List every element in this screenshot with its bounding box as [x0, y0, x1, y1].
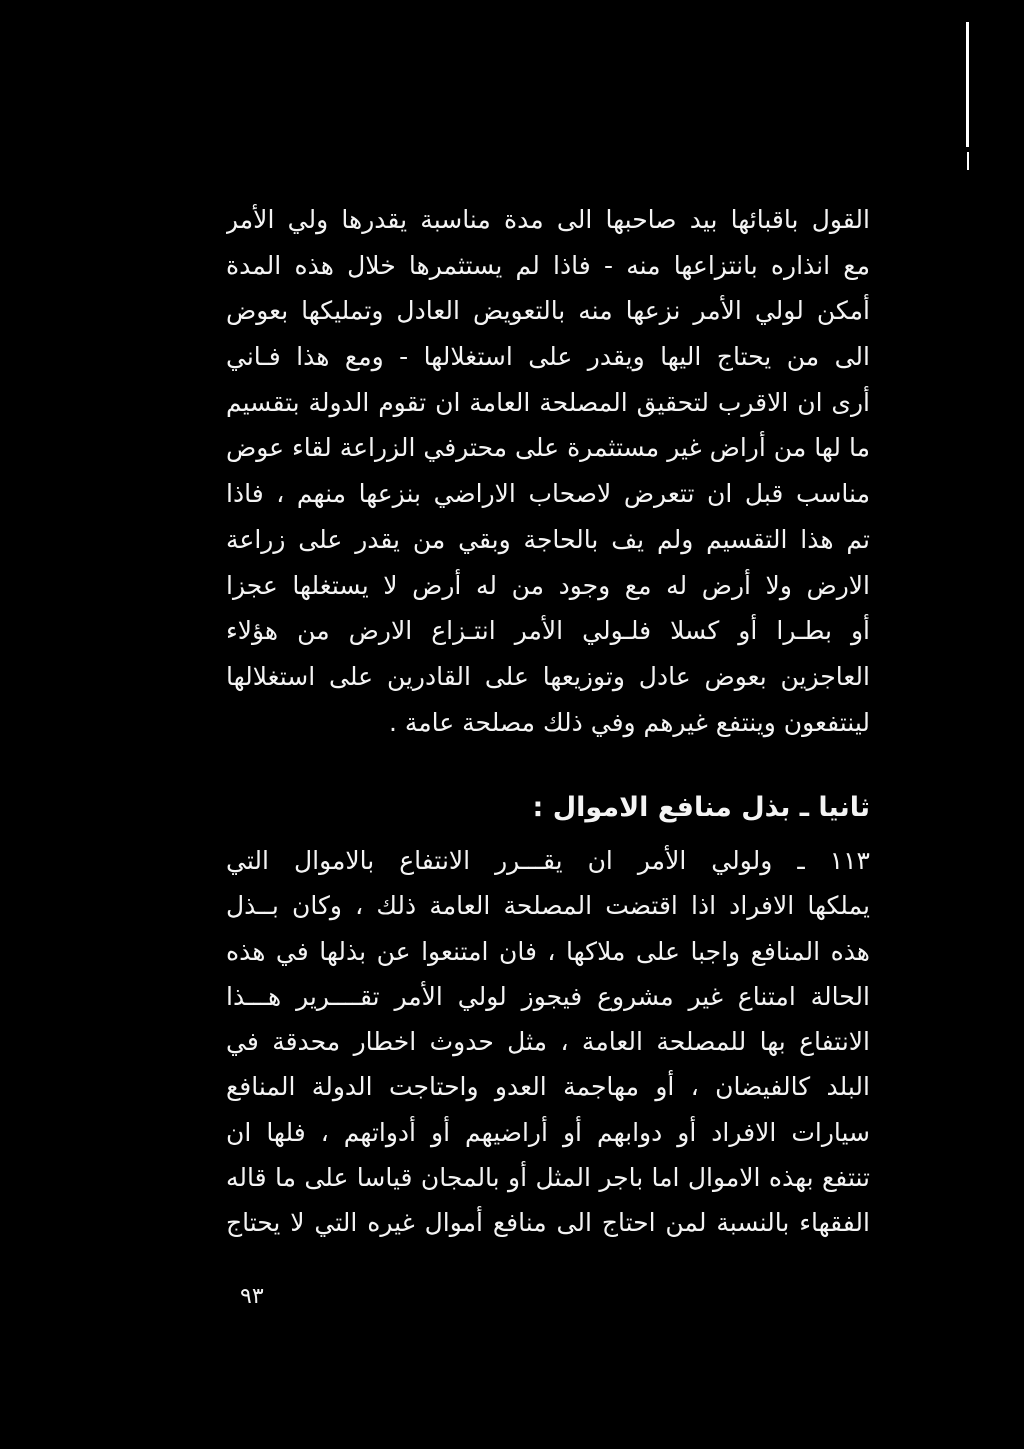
- text-line: ما لها من أراض غير مستثمرة على محترفي الزراعة لقاء عوض: [226, 433, 870, 463]
- text-line: مع انذاره بانتزاعها منه - فاذا لم يستثمرها خلال هذه المدة: [226, 250, 870, 280]
- text-line: أمكن لولي الأمر نزعها منه بالتعويض العادل وتمليكها بعوض: [226, 296, 870, 326]
- text-line: أرى ان الاقرب لتحقيق المصلحة العامة ان تقوم الدولة بتقسيم: [226, 387, 870, 417]
- scan-edge-mark: [967, 152, 969, 170]
- text-line: البلد كالفيضان ، أو مهاجمة العدو واحتاجت الدولة المنافع: [226, 1072, 870, 1102]
- paragraph-1: [226, 197, 870, 745]
- text-line: يملكها الافراد اذا اقتضت المصلحة العامة ذلك ، وكان بــذل: [226, 891, 870, 921]
- text-line: الى من يحتاج اليها ويقدر على استغلالها - ومع هذا فـاني: [226, 342, 870, 372]
- text-line: الفقهاء بالنسبة لمن احتاج الى منافع أموال غيره التي لا يحتاج: [226, 1208, 870, 1238]
- text-line: تم هذا التقسيم ولم يف بالحاجة وبقي من يقدر على زراعة: [226, 524, 870, 554]
- text-line: الحالة امتناع غير مشروع فيجوز لولي الأمر تقــــرير هـــذا: [226, 981, 870, 1011]
- text-line: أو بطـرا أو كسلا فلـولي الأمر انتـزاع الارض من هؤلاء: [226, 616, 870, 646]
- text-line: سيارات الافراد أو دوابهم أو أراضيهم أو أدواتهم ، فلها ان: [226, 1117, 870, 1147]
- text-line: العاجزين بعوض عادل وتوزيعها على القادرين على استغلالها: [226, 661, 870, 691]
- text-line: ١١٣ ـ ولولي الأمر ان يقـــرر الانتفاع بالاموال التي: [226, 846, 870, 875]
- scan-edge-mark: [966, 22, 969, 147]
- text-line: الارض ولا أرض له مع وجود من له أرض لا يستغلها عجزا: [226, 570, 870, 600]
- page-number: ٩٣: [240, 1284, 264, 1309]
- text-line: لينتفعون وينتفع غيرهم وفي ذلك مصلحة عامة .: [388, 707, 870, 737]
- paragraph-2: [226, 838, 870, 1246]
- text-line: هذه المنافع واجبا على ملاكها ، فان امتنعوا عن بذلها في هذه: [226, 936, 870, 966]
- text-line: الانتفاع بها للمصلحة العامة ، مثل حدوث اخطار محدقة في: [226, 1027, 870, 1057]
- section-heading: ثانيا ـ بذل منافع الاموال :: [532, 792, 870, 823]
- text-line: تنتفع بهذه الاموال اما باجر المثل أو بالمجان قياسا على ما قاله: [226, 1163, 870, 1193]
- text-line: القول باقبائها بيد صاحبها الى مدة مناسبة يقدرها ولي الأمر: [226, 205, 870, 234]
- text-line: مناسب قبل ان تتعرض لاصحاب الاراضي بنزعها منهم ، فاذا: [226, 479, 870, 509]
